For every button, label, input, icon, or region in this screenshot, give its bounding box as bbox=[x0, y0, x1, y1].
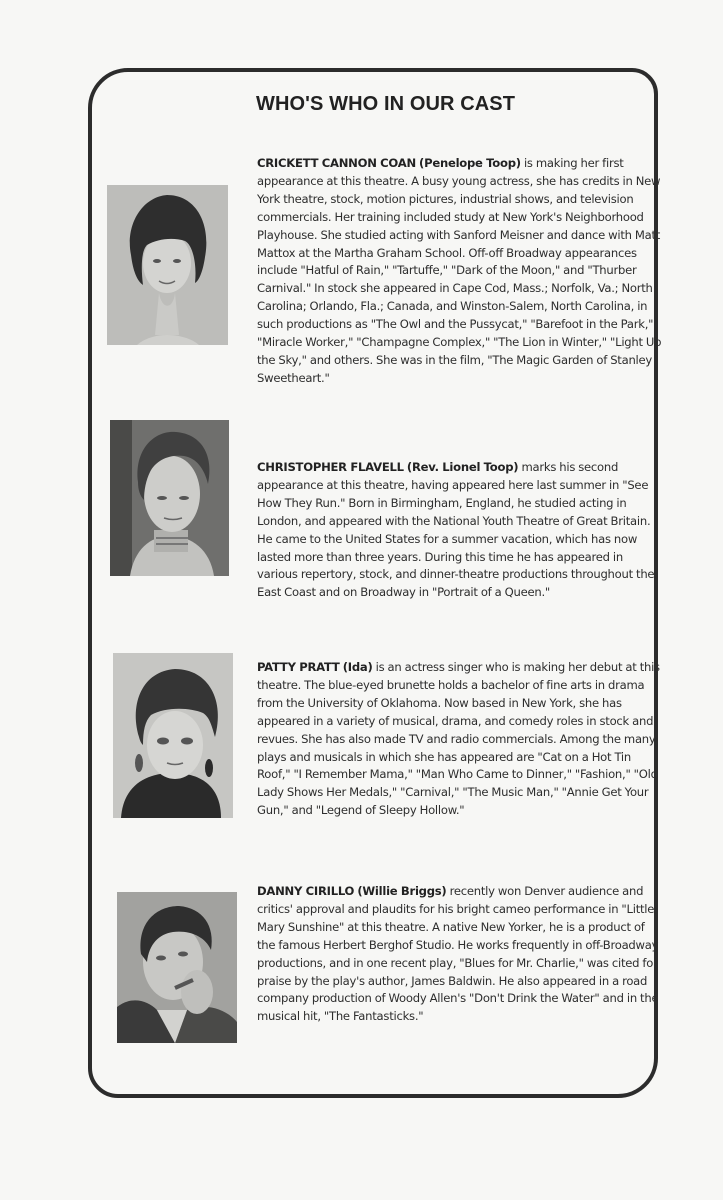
cast-role: (Rev. Lionel Toop) bbox=[406, 460, 519, 474]
cast-photo-danny-cirillo bbox=[117, 892, 237, 1043]
portrait-man-icon bbox=[117, 892, 237, 1043]
portrait-woman-icon bbox=[107, 185, 228, 345]
cast-bio-text: is making her first appearance at this theatre. A busy young actress, she has credits in New York theatre, stock, motion pictures, industrial shows, and television commercials. Her training included study at New York's Neighborhood Playhouse. She studied acting with Sanford Meisner and dance with Matt Mattox at the Martha Graham School. Off-off Broadway appearances include "Hatful of Rain," "Tartuffe," "Dark of the Moon," and "Thurber Carnival." In stock she appeared in Cape Cod, Mass.; Norfolk, Va.; North Carolina; Orlando, Fla.; Canada, and Winston-Salem, North Carolina, in such productions as "The Owl and the Pussycat," "Barefoot in the Park," "Miracle Worker," "Champagne Complex," "The Lion in Winter," "Light Up the Sky," and others. She was in the film, "The Magic Garden of Stanley Sweetheart." bbox=[257, 156, 662, 385]
cast-bio-christopher-flavell bbox=[257, 459, 662, 602]
cast-photo-patty-pratt bbox=[113, 653, 233, 818]
cast-name: CRICKETT CANNON COAN bbox=[257, 156, 416, 170]
page-title: WHO'S WHO IN OUR CAST bbox=[256, 93, 516, 115]
cast-bio-crickett-cannon-coan bbox=[257, 155, 662, 388]
cast-bio-text: is an actress singer who is making her debut at this theatre. The blue-eyed brunette holds a bachelor of fine arts in drama from the University of Oklahoma. Now based in New York, she has appeared in a variety of musical, drama, and comedy roles in stock and revues. She has also made TV and radio commercials. Among the many plays and musicals in which she has appeared are "Cat on a Hot Tin Roof," "I Remember Mama," "Man Who Came to Dinner," "Fashion," "Old Lady Shows Her Medals," "Carnival," "The Music Man," "Annie Get Your Gun," and "Legend of Sleepy Hollow." bbox=[257, 660, 660, 818]
cast-role: (Ida) bbox=[342, 660, 373, 674]
cast-bio-text: marks his second appearance at this theatre, having appeared here last summer in "See How They Run." Born in Birmingham, England, he studied acting in London, and appeared with the National Youth Theatre of Great Britain. He came to the United States for a summer vacation, which has now lasted more than three years. During this time he has appeared in various repertory, stock, and dinner-theatre productions throughout the East Coast and on Broadway in "Portrait of a Queen." bbox=[257, 460, 655, 600]
cast-role: (Penelope Toop) bbox=[419, 156, 521, 170]
cast-name: DANNY CIRILLO bbox=[257, 884, 355, 898]
cast-name: PATTY PRATT bbox=[257, 660, 340, 674]
cast-bio-patty-pratt bbox=[257, 659, 662, 820]
portrait-woman-icon bbox=[113, 653, 233, 818]
portrait-man-icon bbox=[110, 420, 229, 576]
cast-bio-danny-cirillo bbox=[257, 883, 662, 1026]
cast-bio-text: recently won Denver audience and critics' approval and plaudits for his bright cameo performance in "Little Mary Sunshine" at this theatre. A native New Yorker, he is a product of the famous Herbert Berghof Studio. He works frequently in off-Broadway productions, and in one recent play, "Blues for Mr. Charlie," was cited for praise by the play's author, James Baldwin. He also appeared in a road company production of Woody Allen's "Don't Drink the Water" and in the musical hit, "The Fantasticks." bbox=[257, 884, 659, 1024]
cast-role: (Willie Briggs) bbox=[357, 884, 447, 898]
cast-name: CHRISTOPHER FLAVELL bbox=[257, 460, 404, 474]
cast-photo-christopher-flavell bbox=[110, 420, 229, 576]
cast-photo-crickett-cannon-coan bbox=[107, 185, 228, 345]
